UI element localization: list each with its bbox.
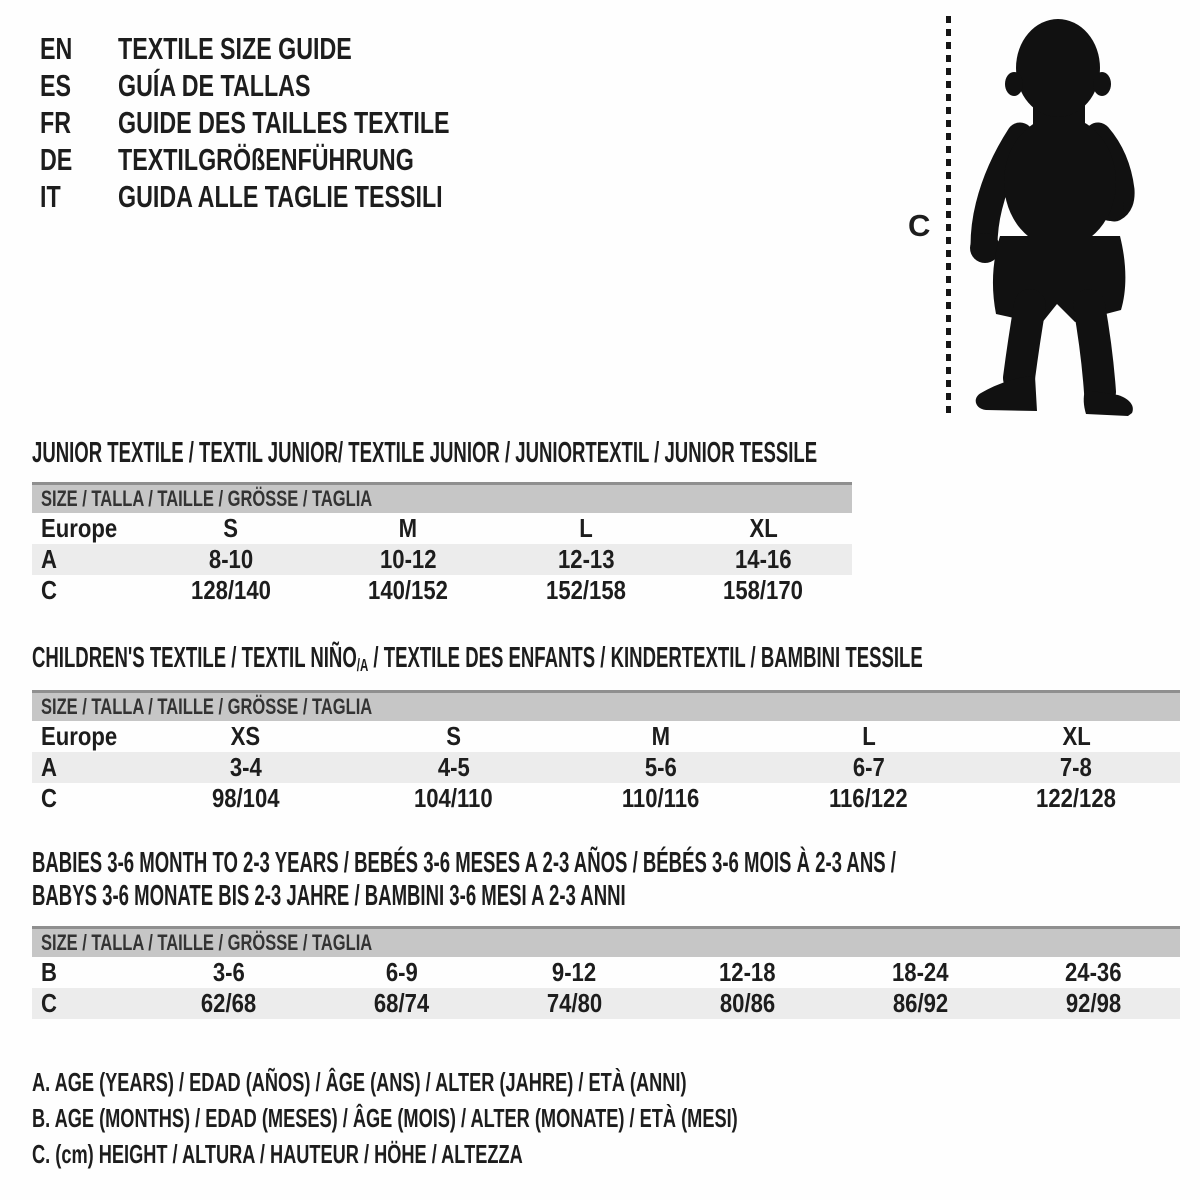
table-cell: 9-12 bbox=[552, 957, 597, 987]
table-cell: 116/122 bbox=[829, 783, 908, 813]
table-row bbox=[32, 752, 1180, 783]
section-title-children: CHILDREN'S TEXTILE / TEXTIL $NIÑO_{/A}$ / TEXTILE DES ENFANTS / KINDERTEXTIL / BAMBINI TESSILE bbox=[32, 642, 923, 675]
size-header-bar bbox=[32, 690, 1180, 721]
size-header-label: SIZE / TALLA / TAILLE / GRÖSSE / TAGLIA bbox=[41, 930, 373, 955]
table-row bbox=[32, 957, 1180, 988]
size-header-bar bbox=[32, 482, 852, 513]
table-cell: XS bbox=[231, 721, 261, 751]
table-cell: 104/110 bbox=[414, 783, 493, 813]
language-row bbox=[40, 30, 560, 67]
size-header-label: SIZE / TALLA / TAILLE / GRÖSSE / TAGLIA bbox=[41, 486, 373, 511]
table-cell: 24-36 bbox=[1065, 957, 1122, 987]
table-cell: 92/98 bbox=[1065, 988, 1122, 1018]
language-row bbox=[40, 141, 560, 178]
table-cell: 152/158 bbox=[545, 575, 626, 605]
table-cell: L bbox=[578, 513, 593, 543]
row-label: Europe bbox=[41, 721, 118, 751]
table-cell: 80/86 bbox=[719, 988, 776, 1018]
table-cell: 10-12 bbox=[379, 544, 437, 574]
silhouette-right-leg bbox=[1089, 305, 1100, 392]
footnote-line: A. AGE (YEARS) / EDAD (AÑOS) / ÂGE (ANS) / ALTER (JAHRE) / ETÀ (ANNI) bbox=[32, 1067, 687, 1097]
footnote-line: B. AGE (MONTHS) / EDAD (MESES) / ÂGE (MOIS) / ALTER (MONATE) / ETÀ (MESI) bbox=[32, 1103, 738, 1133]
table-cell: M bbox=[651, 721, 671, 751]
table-rows bbox=[32, 957, 1180, 1019]
row-label: C bbox=[41, 783, 57, 813]
size-header-bar bbox=[32, 926, 1180, 957]
table-row bbox=[32, 721, 1180, 752]
row-label: B bbox=[41, 957, 57, 987]
table-cell: 158/170 bbox=[723, 575, 804, 605]
silhouette-head bbox=[1016, 19, 1100, 117]
table-cell: 18-24 bbox=[892, 957, 949, 987]
row-label: A bbox=[41, 544, 57, 574]
language-code: FR bbox=[40, 105, 71, 140]
table-cell: 12-18 bbox=[719, 957, 776, 987]
table-row bbox=[32, 544, 852, 575]
height-measure-line bbox=[946, 16, 951, 415]
language-row bbox=[40, 67, 560, 104]
table-cell: S bbox=[446, 721, 461, 751]
language-code: ES bbox=[40, 68, 72, 103]
table-cell: 5-6 bbox=[645, 752, 677, 782]
section-title-junior: JUNIOR TEXTILE / TEXTIL JUNIOR/ TEXTILE JUNIOR / JUNIORTEXTIL / JUNIOR TESSILE bbox=[32, 437, 818, 469]
footnote-line: C. (cm) HEIGHT / ALTURA / HAUTEUR / HÖHE / ALTEZZA bbox=[32, 1139, 523, 1169]
table-cell: 6-7 bbox=[852, 752, 885, 782]
language-row bbox=[40, 178, 560, 215]
footnotes bbox=[32, 1064, 1040, 1172]
toddler-silhouette-image bbox=[958, 10, 1158, 420]
table-cell: M bbox=[399, 513, 418, 543]
language-label: GUIDE DES TAILLES TEXTILE bbox=[118, 105, 450, 140]
height-measure-label: C bbox=[908, 208, 931, 243]
table-cell: 6-9 bbox=[385, 957, 418, 987]
row-label: C bbox=[41, 988, 57, 1018]
silhouette-torso bbox=[1004, 116, 1116, 248]
language-code: EN bbox=[40, 31, 73, 66]
table-row bbox=[32, 513, 852, 544]
table-cell: 122/128 bbox=[1036, 783, 1117, 813]
table-cell: 128/140 bbox=[190, 575, 271, 605]
table-cell: 7-8 bbox=[1060, 752, 1093, 782]
table-cell: 98/104 bbox=[211, 783, 280, 813]
table-cell: 8-10 bbox=[208, 544, 253, 574]
table-cell: 62/68 bbox=[200, 988, 257, 1018]
table-cell: XL bbox=[1062, 721, 1091, 751]
table-row bbox=[32, 575, 852, 606]
table-cell: 3-4 bbox=[229, 752, 262, 782]
table-cell: S bbox=[223, 513, 239, 543]
row-label: Europe bbox=[41, 513, 118, 543]
table-cell: XL bbox=[749, 513, 778, 543]
table-cell: 140/152 bbox=[368, 575, 449, 605]
size-header-label: SIZE / TALLA / TAILLE / GRÖSSE / TAGLIA bbox=[41, 694, 373, 719]
table-rows bbox=[32, 513, 852, 606]
children-size-table bbox=[32, 690, 1180, 814]
table-cell: 86/92 bbox=[892, 988, 949, 1018]
table-cell: 110/116 bbox=[622, 783, 700, 813]
language-label: TEXTILGRÖßENFÜHRUNG bbox=[118, 142, 414, 177]
language-label: GUIDA ALLE TAGLIE TESSILI bbox=[118, 179, 443, 214]
babies-size-table bbox=[32, 926, 1180, 1019]
language-row bbox=[40, 104, 560, 141]
silhouette-right-foot bbox=[1084, 390, 1133, 416]
language-code: IT bbox=[40, 179, 61, 214]
table-cell: 74/80 bbox=[546, 988, 603, 1018]
table-row bbox=[32, 988, 1180, 1019]
row-label: C bbox=[41, 575, 57, 605]
language-header bbox=[40, 30, 560, 215]
row-label: A bbox=[41, 752, 57, 782]
table-rows bbox=[32, 721, 1180, 814]
language-label: GUÍA DE TALLAS bbox=[118, 68, 311, 103]
table-cell: 12-13 bbox=[557, 544, 615, 574]
silhouette-left-leg bbox=[1019, 305, 1030, 378]
table-cell: L bbox=[861, 721, 876, 751]
table-cell: 68/74 bbox=[373, 988, 430, 1018]
language-label: TEXTILE SIZE GUIDE bbox=[118, 31, 352, 66]
table-cell: 3-6 bbox=[212, 957, 245, 987]
table-row bbox=[32, 783, 1180, 814]
junior-size-table bbox=[32, 482, 852, 606]
table-cell: 14-16 bbox=[734, 544, 792, 574]
section-title-babies: BABIES 3-6 MONTH TO 2-3 YEARS / BEBÉS 3-6 MESES A 2-3 AÑOS / BÉBÉS 3-6 MOIS À 2-3 ANS / BABYS 3-6 MONATE BIS 2-3 JAHRE / BAMBINI 3-6 MESI A 2-3 ANNI bbox=[32, 847, 896, 912]
table-cell: 4-5 bbox=[437, 752, 470, 782]
language-code: DE bbox=[40, 142, 73, 177]
